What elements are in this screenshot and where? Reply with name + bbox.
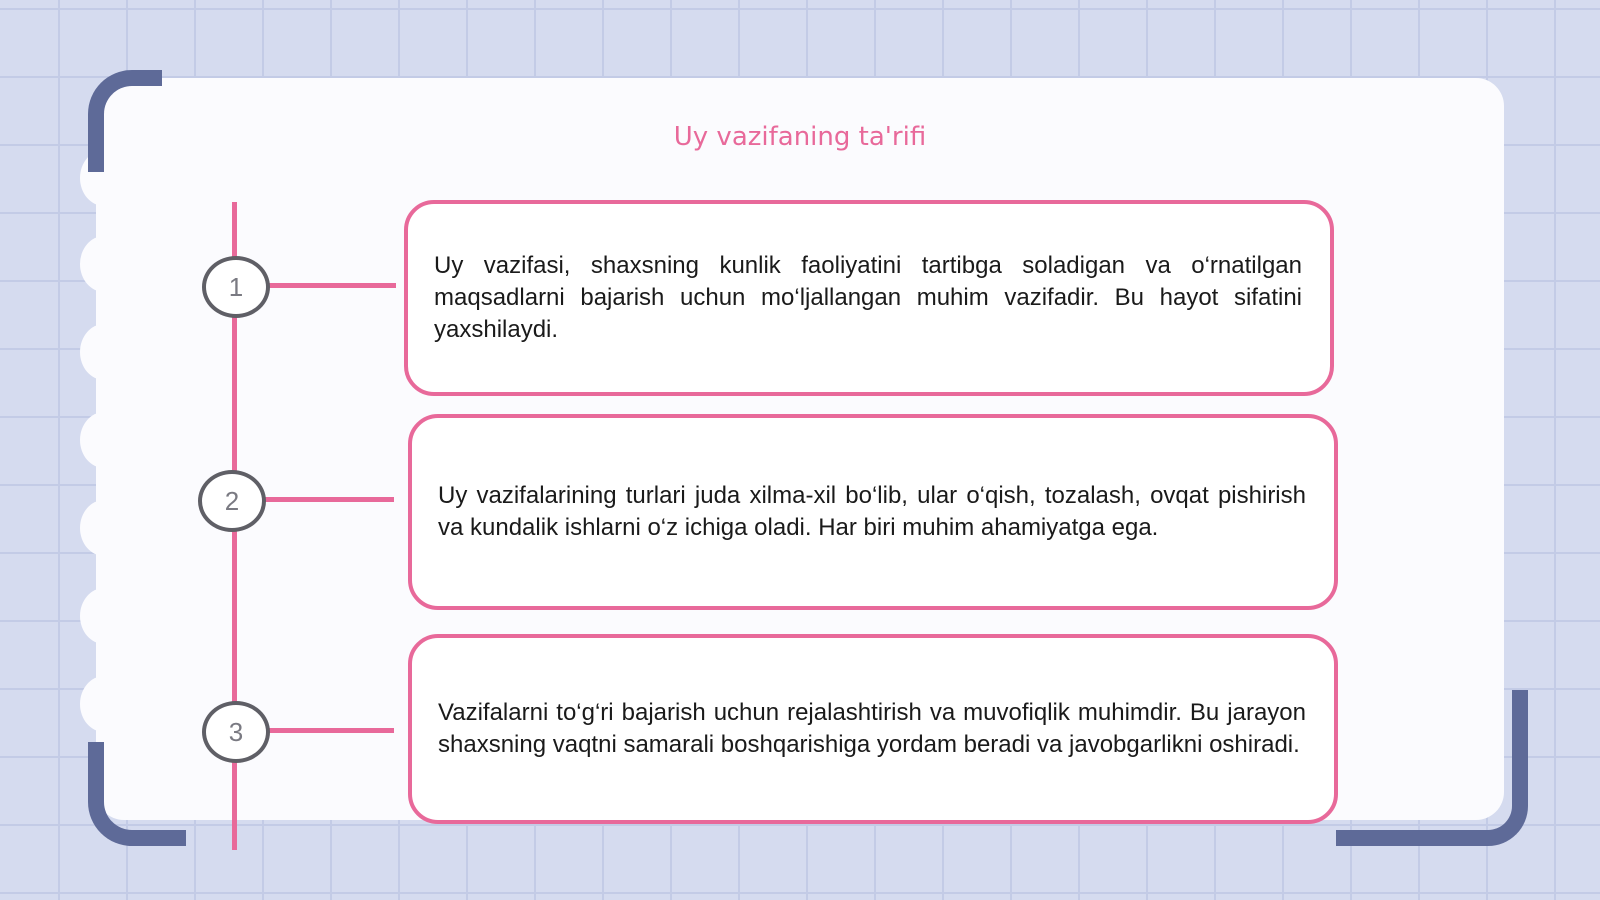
corner-bracket-bottom-right xyxy=(1336,690,1528,846)
step-2-text: Uy vazifalarining turlari juda xilma-xil bo‘lib, ular o‘qish, tozalash, ovqat pishirish va kundalik ishlarni o‘z ichiga oladi. Har biri muhim ahamiyatga ega. xyxy=(438,482,1306,541)
step-1-number-circle: 1 xyxy=(202,256,270,318)
slide-title: Uy vazifaning ta'rifi xyxy=(673,122,927,152)
paper-torn-edge xyxy=(80,150,132,750)
step-2-connector xyxy=(264,497,394,502)
step-1-text: Uy vazifasi, shaxsning kunlik faoliyatini tartibga soladigan va o‘rnatilgan maqsadlarni bajarish uchun mo‘ljallangan muhim vazifadir. Bu hayot sifatini yaxshilaydi. xyxy=(434,252,1302,343)
step-3-connector xyxy=(266,728,394,733)
step-3-text: Vazifalarni to‘g‘ri bajarish uchun rejalashtirish va muvofiqlik muhimdir. Bu jarayon shaxsning vaqtni samarali boshqarishiga yordam beradi va javobgarlikni oshiradi. xyxy=(438,699,1306,758)
step-1-connector xyxy=(266,283,396,288)
step-1-card xyxy=(404,200,1334,396)
step-3-number-circle: 3 xyxy=(202,701,270,763)
corner-bracket-top-left xyxy=(88,70,162,172)
step-2-card xyxy=(408,414,1338,610)
step-2-number-circle: 2 xyxy=(198,470,266,532)
step-3-card xyxy=(408,634,1338,824)
corner-bracket-bottom-left xyxy=(88,742,186,846)
